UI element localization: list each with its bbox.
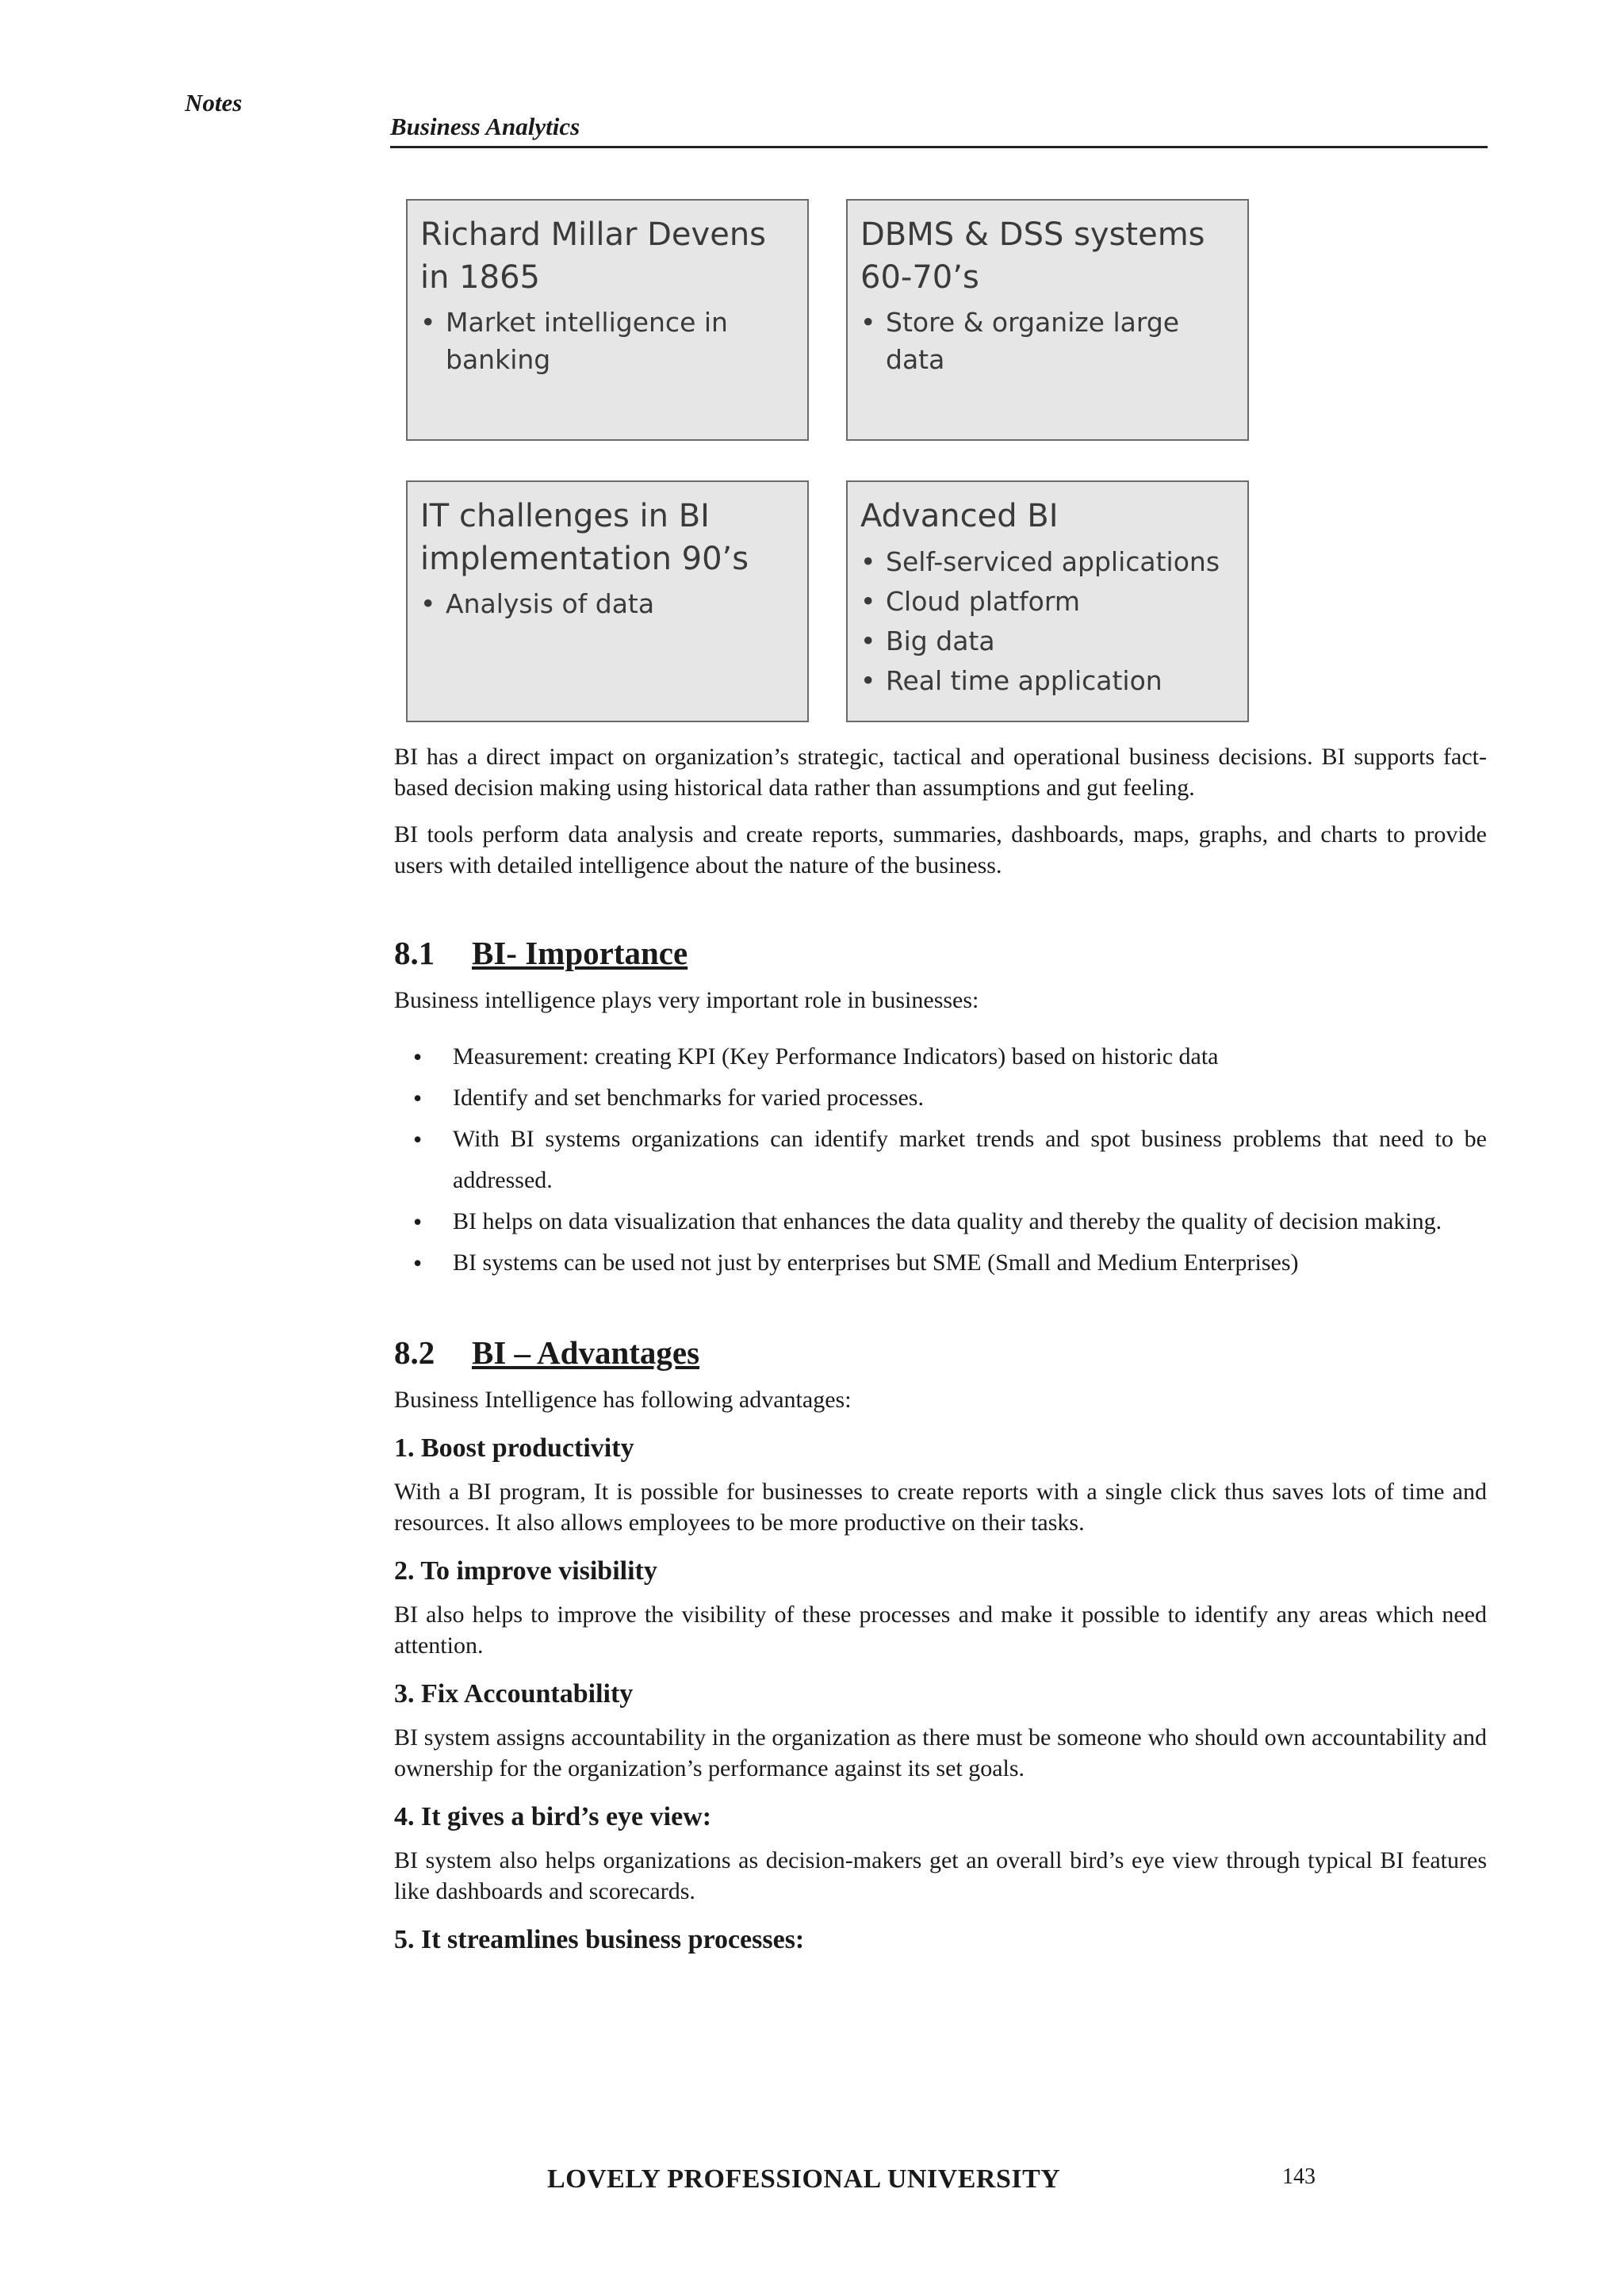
history-box-it-challenges — [406, 480, 809, 722]
box-item: • Market intelligence in banking — [420, 304, 795, 378]
box-list — [860, 304, 1235, 378]
page-number: 143 — [1282, 2164, 1316, 2189]
box-item: • Real time application — [860, 661, 1235, 701]
list-item: • BI helps on data visualization that enhances the data quality and thereby the quality of decision making. — [394, 1201, 1487, 1242]
intro-paragraph: BI tools perform data analysis and create reports, summaries, dashboards, maps, graphs, and charts to provide users with detailed intelligence about the nature of the business. — [394, 821, 1487, 878]
list-item: • With BI systems organizations can identify market trends and spot business problems that need to be addressed. — [394, 1119, 1487, 1201]
section-lead: Business intelligence plays very important role in businesses: — [394, 987, 979, 1013]
box-item: • Cloud platform — [860, 582, 1235, 622]
section-heading-advantages — [394, 1334, 1487, 1371]
advantage-heading: 1. Boost productivity — [394, 1433, 634, 1463]
importance-list — [394, 1036, 1487, 1284]
advantage-heading: 3. Fix Accountability — [394, 1679, 634, 1709]
running-head: Business Analytics — [390, 113, 580, 140]
advantage-heading: 4. It gives a bird’s eye view: — [394, 1802, 712, 1831]
list-item: • Measurement: creating KPI (Key Performance Indicators) based on historic data — [394, 1036, 1487, 1077]
box-item: • Big data — [860, 622, 1235, 661]
list-item: • Identify and set benchmarks for varied processes. — [394, 1077, 1487, 1119]
advantage-body: With a BI program, It is possible for businesses to create reports with a single click thus saves lots of time and resources. It also allows employees to be more productive on their tasks. — [394, 1479, 1487, 1536]
advantage-heading: 2. To improve visibility — [394, 1556, 657, 1586]
section-title: BI – Advantages — [472, 1334, 700, 1371]
section-heading-importance — [394, 935, 1487, 971]
box-title: Richard Millar Devens in 1865 — [420, 216, 767, 296]
advantage-body: BI system also helps organizations as decision-makers get an overall bird’s eye view through typical BI features like dashboards and scorecards. — [394, 1847, 1487, 1904]
advantage-body: BI system assigns accountability in the organization as there must be someone who should own accountability and ownership for the organization’s performance against its set goals. — [394, 1724, 1487, 1781]
notes-label: Notes — [185, 89, 243, 117]
list-item: • BI systems can be used not just by enterprises but SME (Small and Medium Enterprises) — [394, 1242, 1487, 1284]
box-item: • Self-serviced applications — [860, 542, 1235, 582]
box-list — [420, 304, 795, 378]
history-box-advanced-bi — [846, 480, 1249, 722]
box-title: Advanced BI — [860, 498, 1059, 534]
section-number: 8.2 — [394, 1334, 435, 1371]
footer-university: LOVELY PROFESSIONAL UNIVERSITY — [547, 2164, 1061, 2194]
history-box-devens — [406, 199, 809, 441]
history-box-dbms-dss — [846, 199, 1249, 441]
section-title: BI- Importance — [472, 935, 688, 971]
box-title: DBMS & DSS systems 60-70’s — [860, 216, 1205, 296]
main-content — [394, 741, 1487, 1955]
advantage-heading: 5. It streamlines business processes: — [394, 1925, 805, 1954]
intro-paragraph: BI has a direct impact on organization’s strategic, tactical and operational business decisions. BI supports fact-based decision making using historical data rather than assumptions and gut feeling. — [394, 744, 1487, 801]
section-number: 8.1 — [394, 935, 435, 971]
advantage-body: BI also helps to improve the visibility of these processes and make it possible to identify any areas which need attention. — [394, 1601, 1487, 1659]
box-item: • Analysis of data — [420, 585, 795, 622]
box-item: • Store & organize large data — [860, 304, 1235, 378]
box-title: IT challenges in BI implementation 90’s — [420, 498, 749, 577]
section-lead: Business Intelligence has following advantages: — [394, 1387, 852, 1413]
box-list — [860, 542, 1235, 701]
header-rule — [390, 146, 1488, 148]
box-list — [420, 585, 795, 622]
